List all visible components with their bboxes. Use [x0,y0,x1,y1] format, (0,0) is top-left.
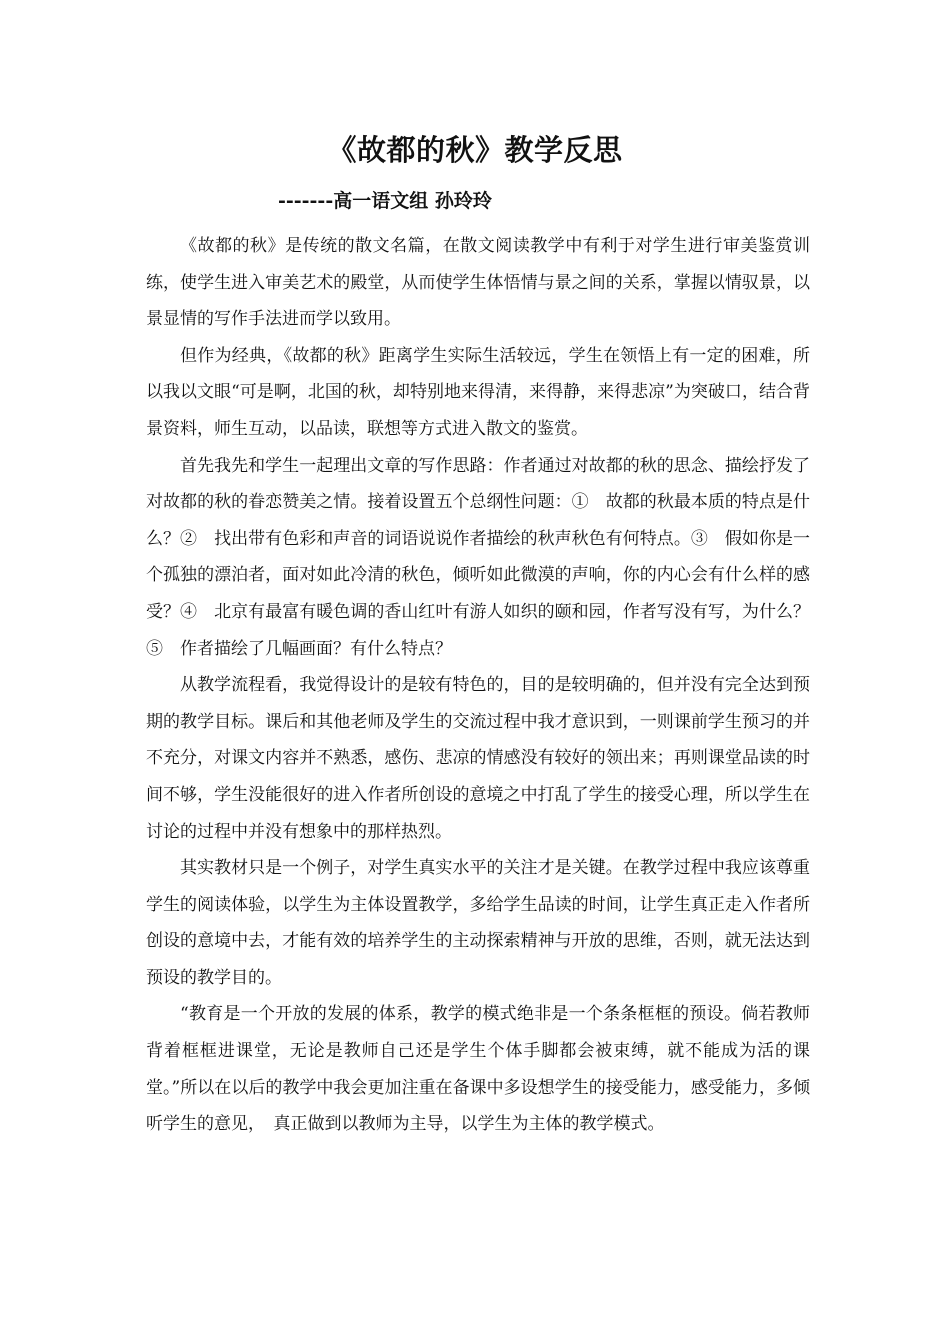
paragraph: 但作为经典，《故都的秋》距离学生实际生活较远，学生在领悟上有一定的困难，所以我以文眼“可是啊，北国的秋，却特别地来得清，来得静，来得悲凉”为突破口，结合背景资料，师生互动，以品读，联想等方式进入散文的鉴赏。 [146,345,810,439]
document-title: 《故都的秋》教学反思 [327,133,623,167]
document-author: -------高一语文组 孙玲玲 [278,190,492,212]
paragraph: 从教学流程看，我觉得设计的是较有特色的，目的是较明确的，但并没有完全达到预期的教学目标。课后和其他老师及学生的交流过程中我才意识到，一则课前学生预习的并不充分，对课文内容并不熟悉，感伤、悲凉的情感没有较好的领出来；再则课堂品读的时间不够，学生没能很好的进入作者所创设的意境之中打乱了学生的接受心理，所以学生在讨论的过程中并没有想象中的那样热烈。 [146,675,810,842]
paragraph: 《故都的秋》是传统的散文名篇，在散文阅读教学中有利于对学生进行审美鉴赏训练，使学生进入审美艺术的殿堂，从而使学生体悟情与景之间的关系，掌握以情驭景，以景显情的写作手法进而学以致用。 [146,236,810,330]
paragraph: 首先我先和学生一起理出文章的写作思路：作者通过对故都的秋的思念、描绘抒发了对故都的秋的眷恋赞美之情。接着设置五个总纲性问题：① 故都的秋最本质的特点是什么？② 找出带有色彩和声音的词语说说作者描绘的秋声秋色有何特点。③ 假如你是一个孤独的漂泊者，面对如此冷清的秋色，倾听如此微漠的声响，你的内心会有什么样的感受？④ 北京有最富有暖色调的香山红叶有游人如织的颐和园，作者写没有写，为什么？⑤ 作者描绘了几幅画面？有什么特点？ [146,455,810,659]
paragraph: “教育是一个开放的发展的体系，教学的模式绝非是一个条条框框的预设。倘若教师背着框框进课堂，无论是教师自己还是学生个体手脚都会被束缚，就不能成为活的课堂。”所以在以后的教学中我会更加注重在备课中多设想学生的接受能力，感受能力，多倾听学生的意见， 真正做到以教师为主导，以学生为主体的教学模式。 [146,1004,810,1135]
document-body [146,228,810,1143]
paragraph: 其实教材只是一个例子，对学生真实水平的关注才是关键。在教学过程中我应该尊重学生的阅读体验，以学生为主体设置教学，多给学生品读的时间，让学生真正走入作者所创设的意境中去，才能有效的培养学生的主动探索精神与开放的思维，否则，就无法达到预设的教学目的。 [146,858,810,988]
